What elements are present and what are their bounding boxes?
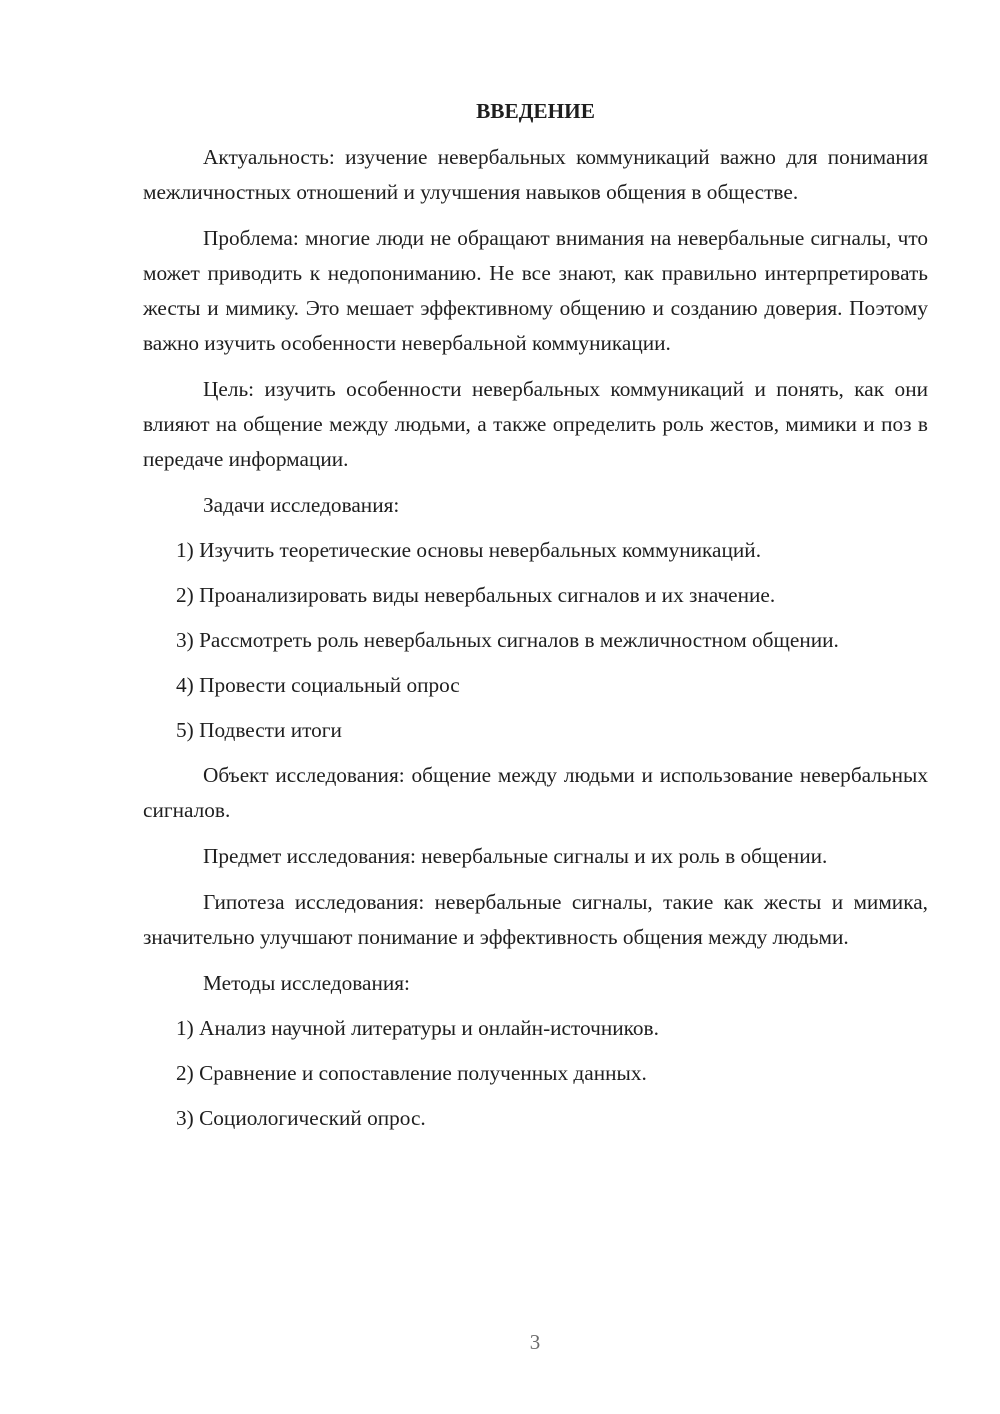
list-item: 1) Изучить теоретические основы невербальных коммуникаций. — [176, 538, 762, 562]
page-number: 3 — [529, 1330, 541, 1354]
hypothesis-paragraph: Гипотеза исследования: невербальные сигналы, такие как жесты и мимика, значительно улучшают понимание и эффективность общения между людьми. — [143, 890, 928, 949]
problem-paragraph: Проблема: многие люди не обращают внимания на невербальные сигналы, что может приводить к недопониманию. Не все знают, как правильно интерпретировать жесты и мимику. Это мешает эффективному общению и созданию доверия. Поэтому важно изучить особенности невербальной коммуникации. — [143, 226, 928, 355]
list-item: 5) Подвести итоги — [176, 718, 342, 742]
list-item: 3) Социологический опрос. — [176, 1106, 426, 1130]
list-item: 2) Проанализировать виды невербальных сигналов и их значение. — [176, 583, 776, 607]
goal-paragraph: Цель: изучить особенности невербальных коммуникаций и понять, как они влияют на общение между людьми, а также определить роль жестов, мимики и поз в передаче информации. — [143, 377, 928, 471]
list-item: 1) Анализ научной литературы и онлайн-источников. — [176, 1016, 659, 1040]
tasks-heading: Задачи исследования: — [203, 493, 400, 517]
list-item: 4) Провести социальный опрос — [176, 673, 460, 697]
document-page — [143, 96, 928, 1146]
tasks-list — [143, 533, 928, 748]
list-item: 2) Сравнение и сопоставление полученных данных. — [176, 1061, 647, 1085]
object-paragraph: Объект исследования: общение между людьми и использование невербальных сигналов. — [143, 763, 928, 822]
methods-heading: Методы исследования: — [203, 971, 410, 995]
section-title: ВВЕДЕНИЕ — [476, 99, 595, 123]
methods-list — [143, 1011, 928, 1136]
list-item: 3) Рассмотреть роль невербальных сигналов в межличностном общении. — [176, 628, 839, 652]
subject-paragraph: Предмет исследования: невербальные сигналы и их роль в общении. — [203, 844, 828, 868]
relevance-paragraph: Актуальность: изучение невербальных коммуникаций важно для понимания межличностных отношений и улучшения навыков общения в обществе. — [143, 145, 928, 204]
